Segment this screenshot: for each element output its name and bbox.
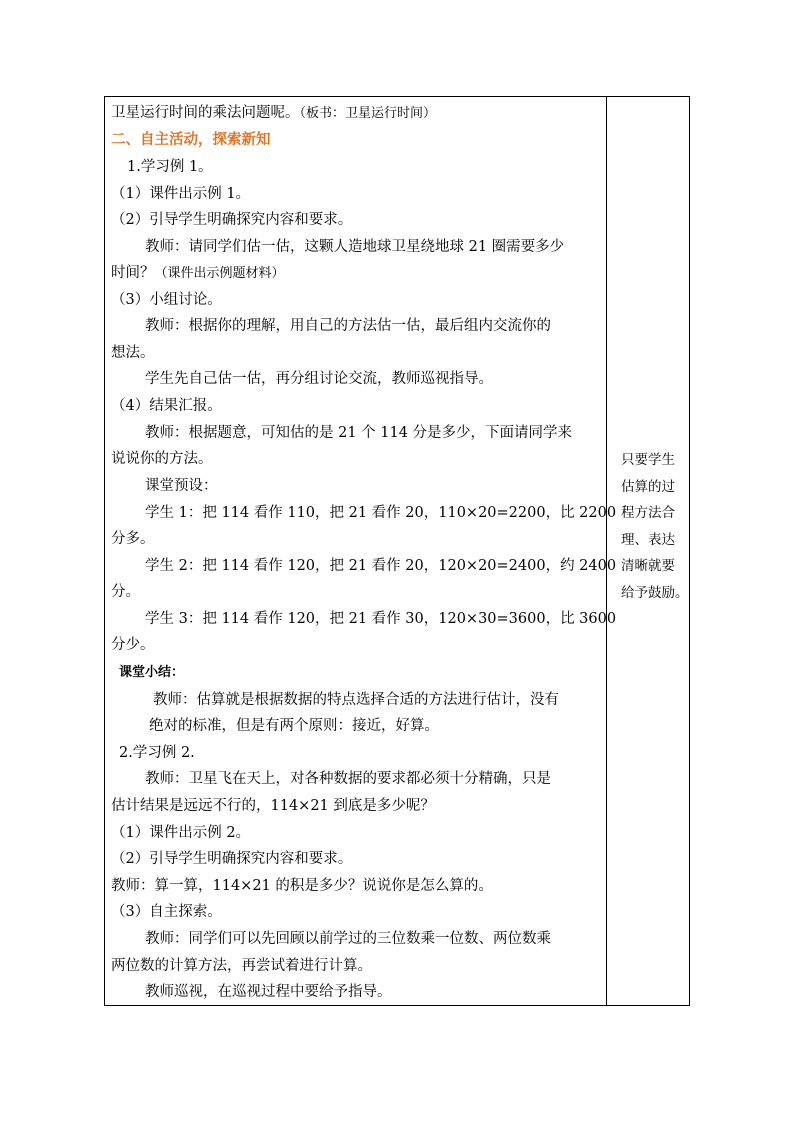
step-line: （4）结果汇报。 (111, 398, 222, 414)
teacher-line: 教师：卫星飞在天上，对各种数据的要求都必须十分精确，只是 (145, 771, 551, 787)
teacher-line-cont: 说说你的方法。 (111, 451, 213, 467)
text-line (111, 103, 436, 124)
step-line: （2）引导学生明确探究内容和要求。 (111, 851, 353, 867)
teacher-line: 教师：根据题意，可知估的是 21 个 114 分是多少，下面请同学来 (145, 425, 573, 441)
design-note-cell (607, 97, 689, 1005)
step-line: （1）课件出示例 2。 (111, 825, 251, 841)
step-line: （1）课件出示例 1。 (111, 186, 251, 202)
text-span: 时间？ (111, 265, 155, 281)
teacher-line: 教师巡视，在巡视过程中要给予指导。 (145, 984, 392, 1000)
teacher-line: 教师：根据你的理解，用自己的方法估一估，最后组内交流你的 (145, 318, 551, 334)
note-line: 程方法合 (621, 505, 675, 521)
board-note: （板书：卫星运行时间） (299, 106, 437, 121)
note-line: 清晰就要 (621, 558, 675, 574)
summary-label: 课堂小结： (119, 665, 185, 680)
teacher-line-cont: 两位数的计算方法，再尝试着进行计算。 (111, 958, 372, 974)
student-answer: 学生 1：把 114 看作 110，把 21 看作 20，110×20=2200，比 2200 (145, 505, 617, 521)
student-answer-cont: 分。 (111, 584, 140, 600)
step-line: （3）小组讨论。 (111, 292, 222, 308)
summary-line: 绝对的标准，但是有两个原则：接近，好算。 (149, 718, 439, 734)
step-line: （2）引导学生明确探究内容和要求。 (111, 212, 353, 228)
text-span: 卫星运行时间的乘法问题呢。 (111, 105, 300, 121)
note-line: 只要学生 (621, 452, 675, 468)
courseware-note: （课件出示例题材料） (154, 266, 285, 281)
student-answer-cont: 分多。 (111, 531, 155, 547)
teacher-line: 教师：请同学们估一估，这颗人造地球卫星绕地球 21 圈需要多少 (145, 239, 565, 255)
preset-label: 课堂预设： (145, 478, 218, 494)
teacher-line-cont: 估计结果是远远不行的，114×21 到底是多少呢？ (111, 798, 435, 814)
student-answer: 学生 2：把 114 看作 120，把 21 看作 20，120×20=2400，约 2400 (145, 558, 617, 574)
note-line: 给予鼓励。 (621, 585, 689, 601)
student-answer: 学生 3：把 114 看作 120，把 21 看作 30，120×30=3600，比 3600 (145, 611, 617, 627)
summary-line: 教师：估算就是根据数据的特点选择合适的方法进行估计，没有 (153, 692, 559, 708)
lesson-content-cell (105, 97, 617, 1005)
teacher-line-cont: 想法。 (111, 345, 155, 361)
note-line: 理、表达 (621, 532, 675, 548)
lesson-plan-table (104, 96, 690, 1006)
section-heading: 二、自主活动，探索新知 (111, 131, 271, 148)
example-title: 2.学习例 2. (119, 745, 195, 761)
teacher-line: 教师：同学们可以先回顾以前学过的三位数乘一位数、两位数乘 (145, 931, 551, 947)
step-line: （3）自主探索。 (111, 904, 222, 920)
student-answer-cont: 分少。 (111, 637, 155, 653)
student-activity-line: 学生先自己估一估，再分组讨论交流，教师巡视指导。 (145, 371, 493, 387)
teacher-line: 教师：算一算，114×21 的积是多少？说说你是怎么算的。 (111, 878, 493, 894)
note-line: 估算的过 (621, 479, 675, 495)
example-title: 1.学习例 1。 (127, 159, 213, 175)
teacher-line-cont (111, 263, 285, 284)
